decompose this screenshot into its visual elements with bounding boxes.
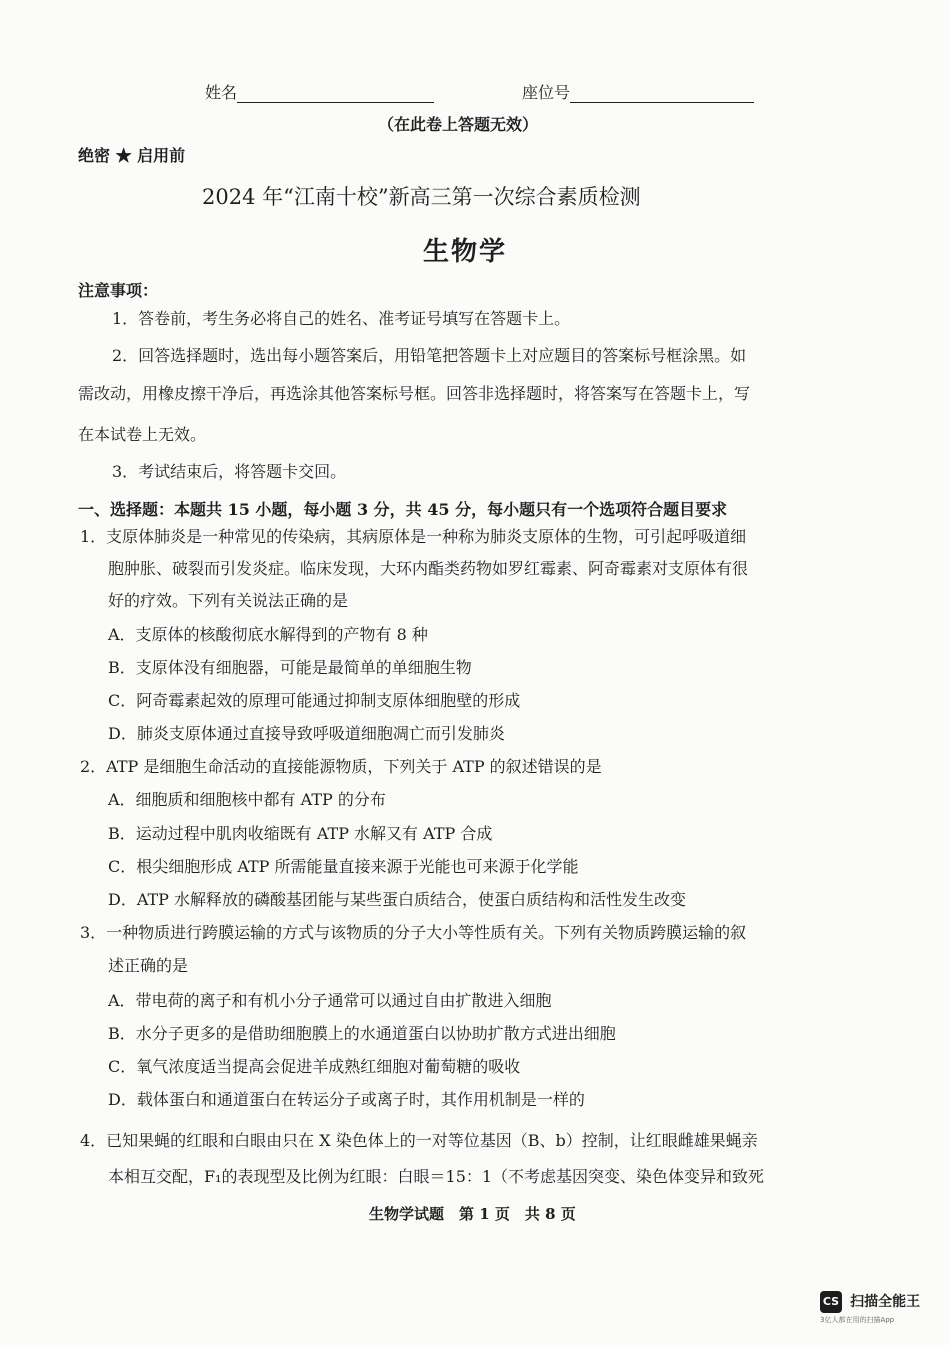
q3-stem-line-2: 述正确的是 (108, 956, 189, 975)
q2-option-d: D．ATP 水解释放的磷酸基团能与某些蛋白质结合，使蛋白质结构和活性发生改变 (108, 890, 687, 909)
secret-label: 绝密 ★ 启用前 (78, 146, 186, 165)
q1-option-b: B．支原体没有细胞器，可能是最简单的单细胞生物 (108, 658, 472, 677)
scanner-tagline: 3亿人都在用的扫描App (820, 1316, 895, 1324)
q1-option-d: D．肺炎支原体通过直接导致呼吸道细胞凋亡而引发肺炎 (108, 724, 505, 743)
q1-stem-line-3: 好的疗效。下列有关说法正确的是 (108, 591, 349, 610)
q2-option-b: B．运动过程中肌肉收缩既有 ATP 水解又有 ATP 合成 (108, 824, 493, 843)
page-footer: 生物学试题 第 1 页 共 8 页 (369, 1205, 576, 1223)
q3-option-c: C．氧气浓度适当提高会促进羊成熟红细胞对葡萄糖的吸收 (108, 1057, 521, 1076)
q3-stem-line-1: 3．一种物质进行跨膜运输的方式与该物质的分子大小等性质有关。下列有关物质跨膜运输的叙 (80, 923, 747, 942)
notes-heading: 注意事项： (78, 281, 159, 300)
scanner-logo-icon: CS (820, 1291, 842, 1313)
scanner-watermark (820, 1290, 920, 1325)
q3-option-d: D．载体蛋白和通道蛋白在转运分子或离子时，其作用机制是一样的 (108, 1090, 585, 1109)
q1-stem-line-1: 1．支原体肺炎是一种常见的传染病，其病原体是一种称为肺炎支原体的生物，可引起呼吸道细 (80, 527, 747, 546)
note-item-2-line-2: 需改动，用橡皮擦干净后，再选涂其他答案标号框。回答非选择题时，将答案写在答题卡上，写 (78, 384, 751, 403)
q2-option-c: C．根尖细胞形成 ATP 所需能量直接来源于光能也可来源于化学能 (108, 857, 579, 876)
q1-option-a: A．支原体的核酸彻底水解得到的产物有 8 种 (108, 625, 428, 644)
name-label: 姓名 (205, 83, 238, 102)
note-item-2-line-3: 在本试卷上无效。 (78, 425, 207, 444)
q4-stem-line-2: 本相互交配，F₁的表现型及比例为红眼：白眼＝15：1（不考虑基因突变、染色体变异和致死 (108, 1167, 765, 1186)
scanner-app-name: 扫描全能王 (850, 1293, 921, 1310)
name-field (205, 80, 434, 103)
seat-field (522, 80, 754, 103)
q2-option-a: A．细胞质和细胞核中都有 ATP 的分布 (108, 790, 386, 809)
section-1-heading: 一、选择题：本题共 15 小题，每小题 3 分，共 45 分，每小题只有一个选项符合题目要求 (78, 500, 728, 519)
q4-stem-line-1: 4．已知果蝇的红眼和白眼由只在 X 染色体上的一对等位基因（B、b）控制，让红眼雌雄果蝇亲 (80, 1131, 758, 1150)
q3-option-a: A．带电荷的离子和有机小分子通常可以通过自由扩散进入细胞 (108, 991, 552, 1010)
q2-stem-line-1: 2．ATP 是细胞生命活动的直接能源物质，下列关于 ATP 的叙述错误的是 (80, 757, 602, 776)
seat-blank (570, 86, 754, 103)
q1-stem-line-2: 胞肿胀、破裂而引发炎症。临床发现，大环内酯类药物如罗红霉素、阿奇霉素对支原体有很 (108, 559, 749, 578)
seat-label: 座位号 (522, 83, 571, 102)
q1-option-c: C．阿奇霉素起效的原理可能通过抑制支原体细胞壁的形成 (108, 691, 521, 710)
exam-title: 2024 年“江南十校”新高三第一次综合素质检测 (202, 185, 641, 209)
invalid-note: （在此卷上答题无效） (378, 115, 539, 134)
q3-option-b: B．水分子更多的是借助细胞膜上的水通道蛋白以协助扩散方式进出细胞 (108, 1024, 616, 1043)
subject-title: 生物学 (423, 237, 508, 267)
name-blank (237, 86, 434, 103)
note-item-3: 3．考试结束后，将答题卡交回。 (112, 462, 347, 481)
note-item-1: 1．答卷前，考生务必将自己的姓名、准考证号填写在答题卡上。 (112, 309, 571, 328)
note-item-2-line-1: 2．回答选择题时，选出每小题答案后，用铅笔把答题卡上对应题目的答案标号框涂黑。如 (112, 346, 747, 365)
